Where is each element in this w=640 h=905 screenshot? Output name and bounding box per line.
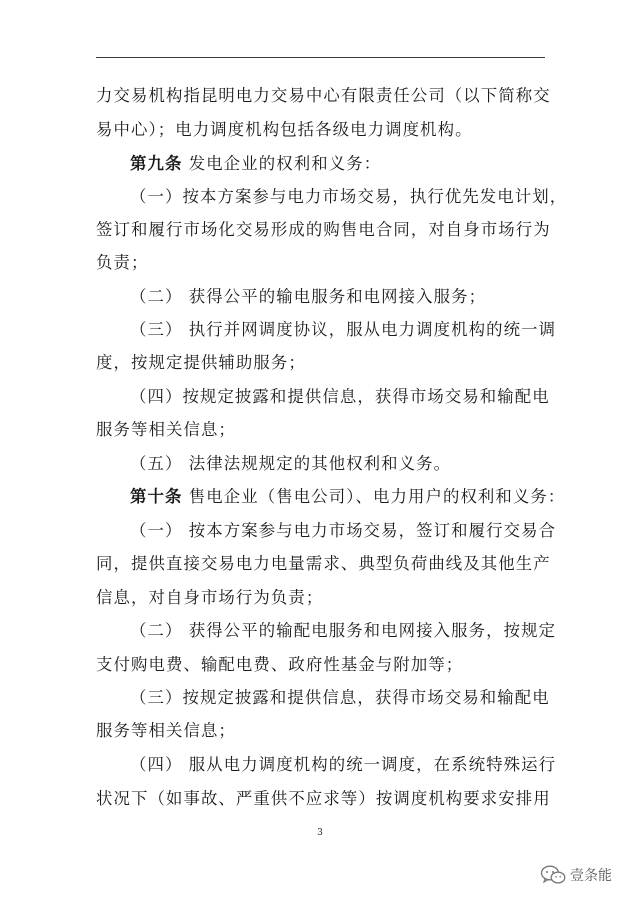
article-heading: 第九条 发电企业的权利和义务： — [130, 154, 382, 173]
paragraph-line: 服务等相关信息； — [96, 721, 236, 740]
paragraph-line: 负责； — [96, 253, 149, 272]
paragraph-line: （三） 执行并网调度协议，服从电力调度机构的统一调 — [130, 320, 557, 339]
watermark — [540, 865, 612, 885]
paragraph-line: （二） 获得公平的输电服务和电网接入服务； — [130, 287, 487, 306]
watermark-text: 壹条能 — [570, 868, 612, 884]
wechat-icon — [540, 865, 566, 885]
paragraph-line: （五） 法律法规规定的其他权利和义务。 — [130, 454, 452, 473]
paragraph-line: 信息，对自身市场行为负责； — [96, 588, 324, 607]
paragraph-line: （二） 获得公平的输配电服务和电网接入服务，按规定 — [130, 621, 557, 640]
paragraph-line: 支付购电费、输配电费、政府性基金与附加等； — [96, 655, 464, 674]
paragraph-line: 签订和履行市场化交易形成的购售电合同，对自身市场行为 — [96, 220, 551, 239]
paragraph-line: （一） 按本方案参与电力市场交易，签订和履行交易合 — [130, 521, 557, 540]
paragraph-line: 度，按规定提供辅助服务； — [96, 353, 306, 372]
paragraph-line: （四）按规定披露和提供信息，获得市场交易和输配电 — [130, 387, 550, 406]
article-title: 第十条 — [130, 487, 183, 506]
article-heading: 第十条 售电企业（售电公司）、电力用户的权利和义务： — [130, 487, 566, 506]
page-number: 3 — [317, 828, 323, 838]
paragraph-line: 易中心）；电力调度机构包括各级电力调度机构。 — [96, 120, 473, 139]
paragraph-line: （三）按规定披露和提供信息，获得市场交易和输配电 — [130, 688, 550, 707]
paragraph-line: 同，提供直接交易电力电量需求、典型负荷曲线及其他生产 — [96, 554, 551, 573]
paragraph-line: （一）按本方案参与电力市场交易，执行优先发电计划， — [130, 187, 568, 206]
paragraph-line: （四） 服从电力调度机构的统一调度，在系统特殊运行 — [130, 755, 557, 774]
paragraph-line: 服务等相关信息； — [96, 420, 236, 439]
paragraph-line: 状况下（如事故、严重供不应求等）按调度机构要求安排用 — [96, 789, 551, 808]
paragraph-line: 力交易机构指昆明电力交易中心有限责任公司（以下简称交 — [96, 86, 551, 105]
article-title: 第九条 — [130, 154, 183, 173]
header-rule — [96, 57, 545, 58]
